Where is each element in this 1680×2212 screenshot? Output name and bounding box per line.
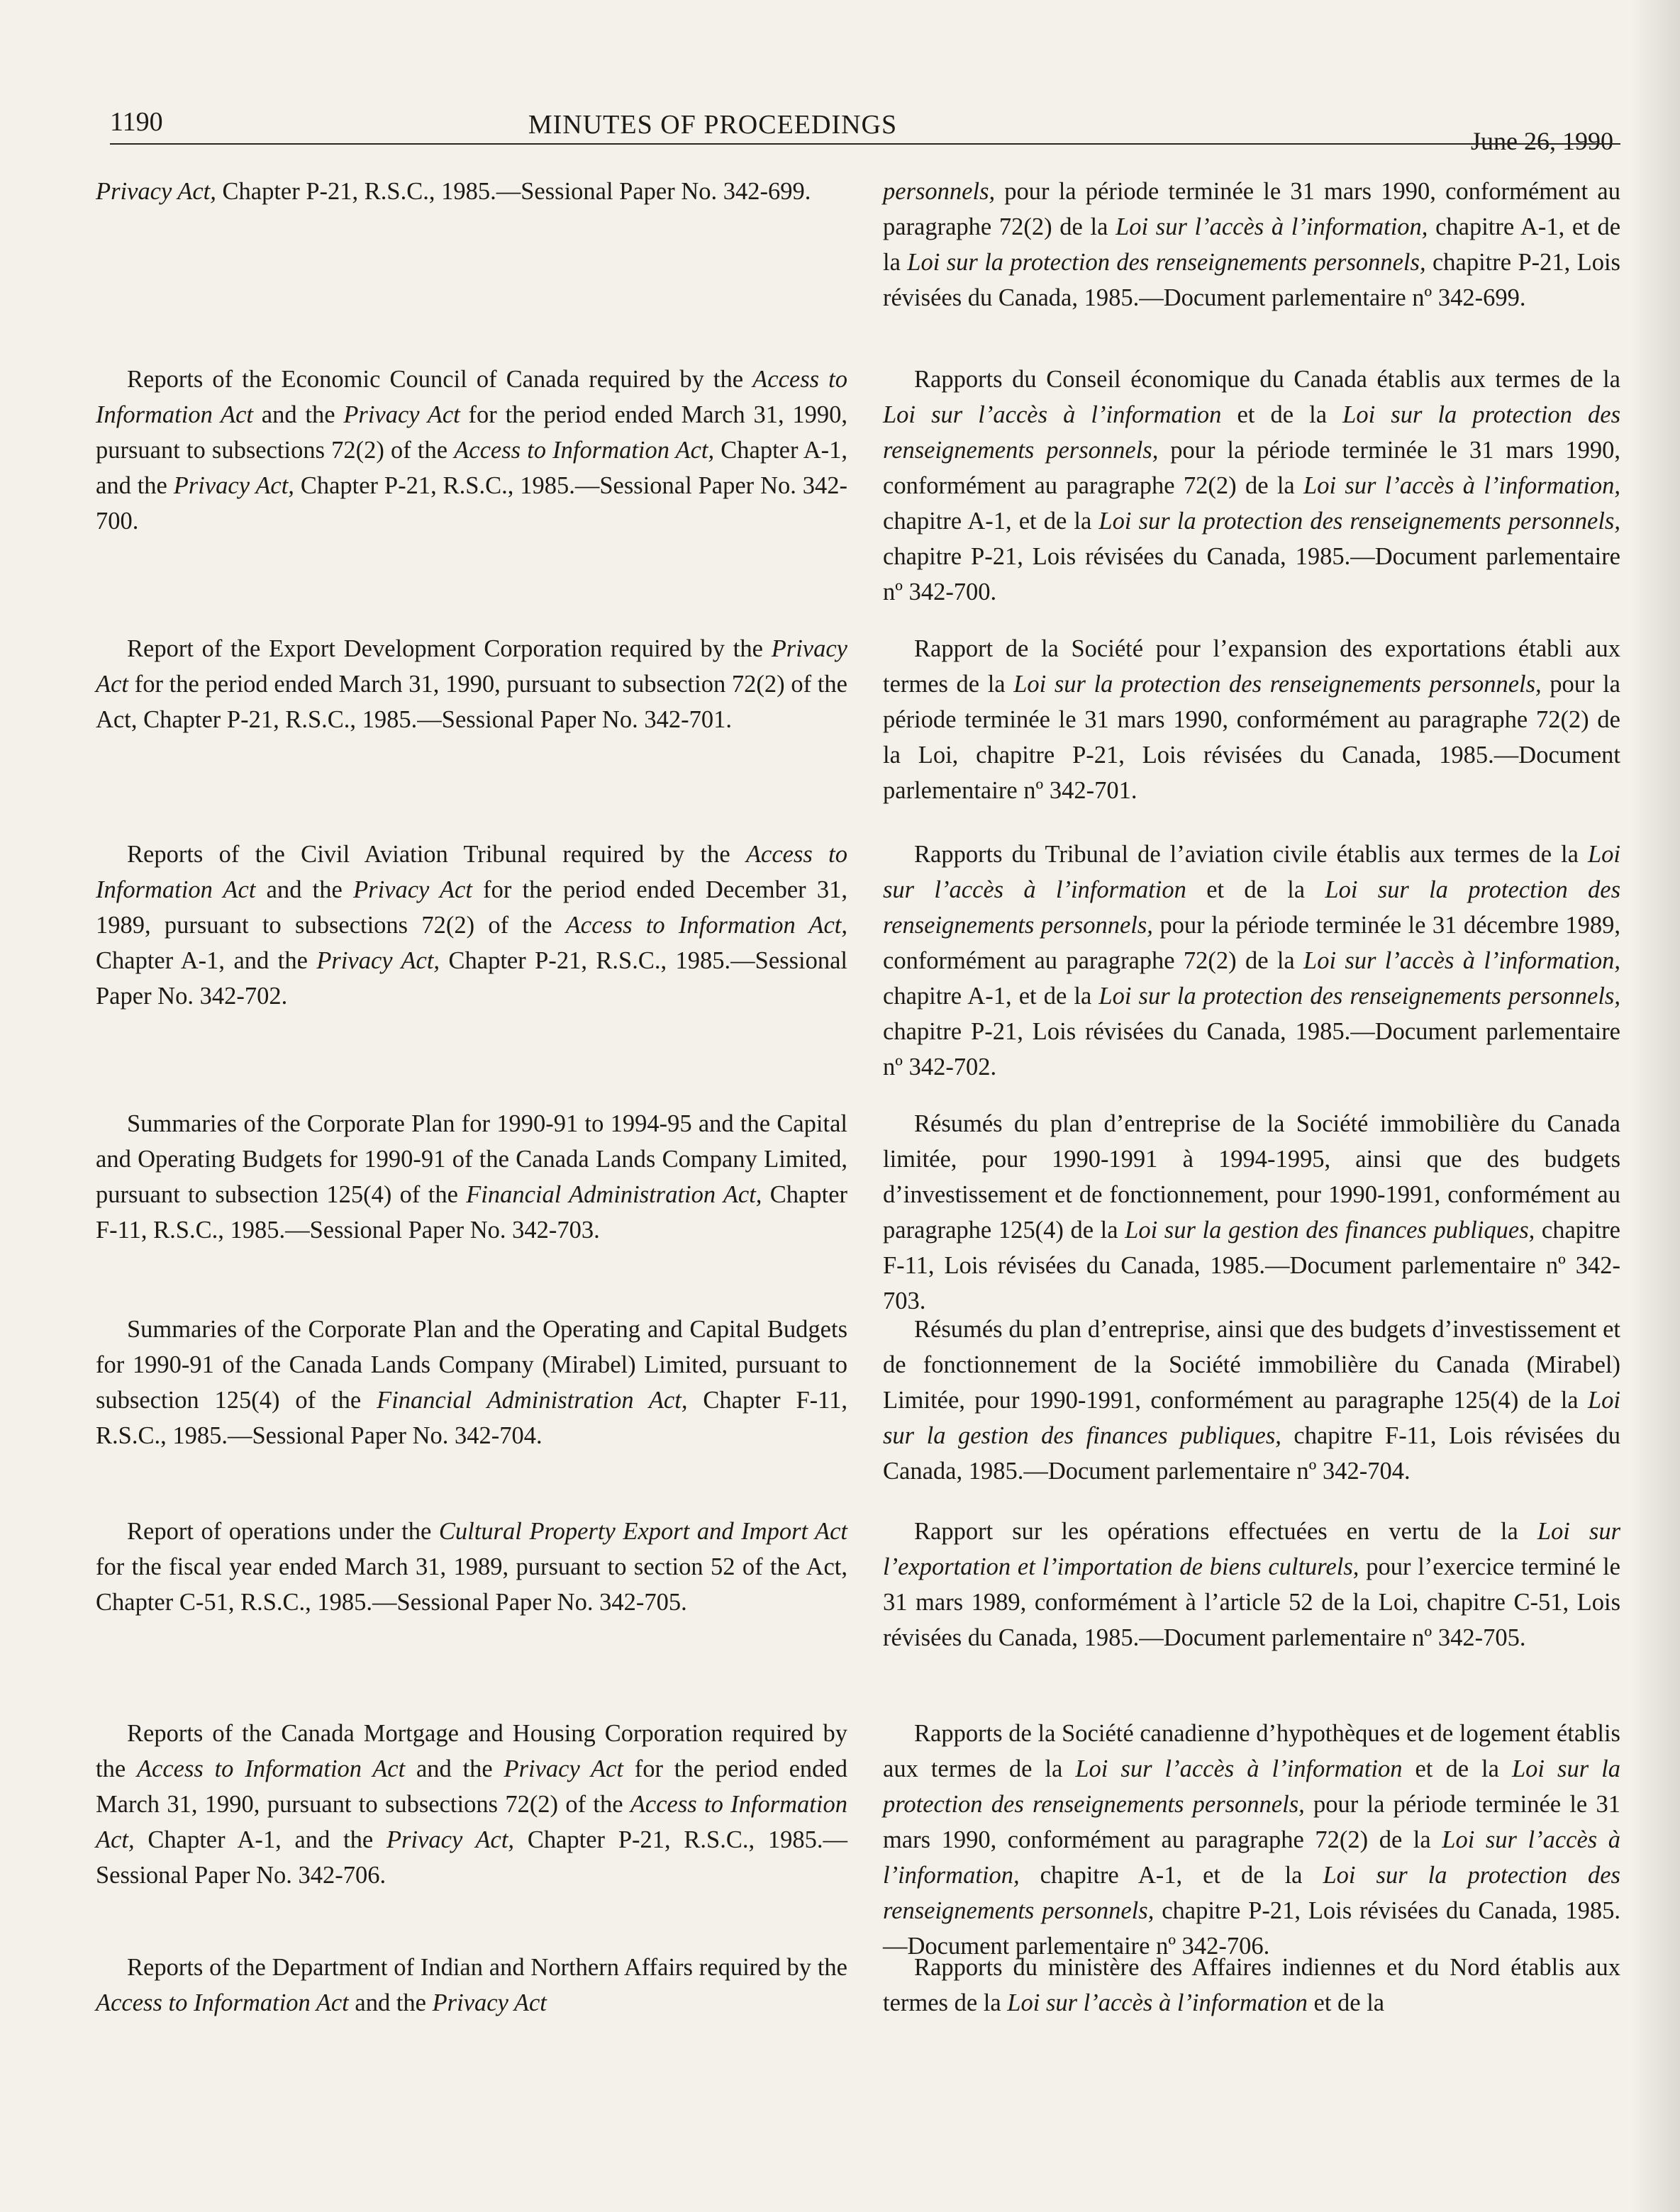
act-title: Loi sur l’exportation et l’importation de biens culturels,: [883, 1518, 1621, 1581]
act-title: Privacy Act: [353, 876, 472, 904]
paragraph-text: pour la période terminée le 31 mars 1990, conformément au paragraphe 72(2) de la: [883, 437, 1620, 500]
paragraph-text: chapitre A-1, et de la: [883, 213, 1621, 276]
paragraph-text: chapitre A-1, et de la: [883, 983, 1099, 1010]
paragraph-text: Reports of the Department of Indian and Northern Affairs required by the: [127, 1954, 847, 1981]
paragraph-text: et de la: [1402, 1755, 1512, 1783]
paragraph-text: Chapter P-21, R.S.C., 1985.—Sessional Paper No. 342-699.: [216, 178, 811, 205]
act-title: Privacy Act,: [173, 472, 294, 500]
paragraph-text: pour l’exercice terminé le 31 mars 1989, conformément à l’article 52 de la Loi, chapitre C-51, Lois révisées du Canada, 1985.—Document parlementaire nº 342-705.: [883, 1553, 1620, 1652]
paragraph-text: Chapter A-1, and the: [96, 947, 317, 975]
paragraph: [883, 1106, 1620, 1319]
act-title: Loi sur la protection des renseignements personnels,: [1013, 671, 1542, 698]
paragraph: [883, 174, 1620, 315]
act-title: Loi sur la protection des renseignements personnels,: [883, 876, 1621, 939]
act-title: Access to Information Act,: [96, 1791, 847, 1854]
paragraph: [96, 1106, 847, 1248]
paragraph-text: Summaries of the Corporate Plan for 1990-91 to 1994-95 and the Capital and Operating Budgets for 1990-91 of the Canada Lands Company Limited, pursuant to subsection 125(4) of the: [96, 1110, 847, 1209]
paragraph-text: chapitre F-11, Lois révisées du Canada, 1985.—Document parlementaire nº 342-704.: [883, 1422, 1620, 1485]
act-title: Loi sur l’accès à l’information,: [1303, 947, 1620, 975]
act-title: Access to Information Act: [136, 1755, 406, 1783]
paragraph-text: chapitre P-21, Lois révisées du Canada, 1985.—Document parlementaire nº 342-706.: [883, 1897, 1620, 1960]
act-title: Loi sur l’accès à l’information,: [1116, 213, 1428, 241]
act-title: Loi sur l’accès à l’information: [883, 401, 1222, 429]
paragraph-text: pour la période terminée le 31 mars 1990, conformément au paragraphe 72(2) de la: [883, 178, 1620, 241]
paragraph-text: Summaries of the Corporate Plan and the Operating and Capital Budgets for 1990-91 of the Canada Lands Company (Mirabel) Limited, pursuant to subsection 125(4) of the: [96, 1316, 847, 1414]
header-date: June 26, 1990: [1471, 127, 1613, 155]
paragraph-text: Chapter P-21, R.S.C., 1985.—Sessional Paper No. 342-700.: [96, 472, 847, 535]
paragraph-text: for the period ended March 31, 1990, pursuant to subsections 72(2) of the: [96, 1755, 847, 1819]
paragraph-text: Rapports du Conseil économique du Canada établis aux termes de la: [914, 366, 1620, 393]
paragraph-text: et de la: [1186, 876, 1325, 904]
act-title: Loi sur l’accès à l’information: [883, 841, 1620, 904]
paragraph-text: pour la période terminée le 31 mars 1990, conformément au paragraphe 72(2) de la Loi, chapitre P-21, Lois révisées du Canada, 1985.—Document parlementaire nº 342-701.: [883, 671, 1620, 805]
act-title: Privacy Act: [96, 635, 847, 698]
act-title: Financial Administration Act,: [466, 1181, 762, 1209]
paragraph-text: chapitre F-11, Lois révisées du Canada, 1985.—Document parlementaire nº 342-703.: [883, 1217, 1620, 1315]
french-column: [883, 174, 1620, 2159]
paragraph-text: for the period ended December 31, 1989, pursuant to subsections 72(2) of the: [96, 876, 848, 939]
paragraph-text: Rapport de la Société pour l’expansion des exportations établi aux termes de la: [883, 635, 1620, 698]
paragraph: [96, 174, 847, 209]
paragraph-text: Rapport sur les opérations effectuées en vertu de la: [914, 1518, 1537, 1545]
act-title: Access to Information Act: [96, 366, 847, 429]
act-title: Loi sur la protection des renseignements personnels,: [883, 1862, 1620, 1925]
act-title: Loi sur l’accès à l’information: [1007, 1989, 1308, 2017]
paragraph: [96, 1514, 847, 1620]
page-edge-shadow: [1630, 0, 1680, 2212]
act-title: Privacy Act: [343, 401, 460, 429]
act-title: Loi sur la protection des renseignements personnels,: [1098, 983, 1620, 1010]
paragraph: [883, 631, 1620, 808]
act-title: Loi sur l’accès à l’information,: [883, 1826, 1620, 1889]
paragraph-text: chapitre P-21, Lois révisées du Canada, 1985.—Document parlementaire nº 342-702.: [883, 1018, 1620, 1081]
paragraph-text: Rapports du ministère des Affaires indiennes et du Nord établis aux termes de la: [883, 1954, 1620, 2017]
act-title: Loi sur la protection des renseignements personnels,: [883, 1755, 1620, 1819]
paragraph: [96, 1716, 847, 1893]
act-title: Loi sur la protection des renseignements personnels,: [907, 249, 1426, 276]
paragraph-text: Chapter A-1, and the: [96, 437, 847, 500]
paragraph-text: and the: [348, 1989, 433, 2017]
paragraph-text: pour la période terminée le 31 mars 1990, conformément au paragraphe 72(2) de la: [883, 1791, 1620, 1854]
paragraph: [883, 1950, 1620, 2021]
act-title: Cultural Property Export and Import Act: [438, 1518, 847, 1545]
english-column: [96, 174, 847, 2159]
paragraph: [96, 631, 847, 737]
act-title: Privacy Act,: [316, 947, 440, 975]
page-header: [110, 106, 1620, 155]
paragraph-text: chapitre A-1, et de la: [1019, 1862, 1323, 1889]
paragraph-text: chapitre P-21, Lois révisées du Canada, 1985.—Document parlementaire nº 342-700.: [883, 543, 1620, 606]
act-title: Loi sur la gestion des finances publiques,: [883, 1387, 1620, 1450]
act-title: Privacy Act,: [386, 1826, 515, 1854]
paragraph: [883, 1716, 1620, 1964]
paragraph: [883, 1514, 1620, 1655]
act-title: Loi sur la protection des renseignements personnels,: [1098, 508, 1620, 535]
paragraph-text: Chapter F-11, R.S.C., 1985.—Sessional Paper No. 342-703.: [96, 1181, 847, 1244]
paragraph: [883, 837, 1620, 1085]
paragraph: [96, 1312, 847, 1453]
paragraph-text: Reports of the Civil Aviation Tribunal required by the: [127, 841, 746, 868]
act-title: Loi sur l’accès à l’information,: [1303, 472, 1620, 500]
paragraph-text: Chapter P-21, R.S.C., 1985.—Sessional Paper No. 342-706.: [96, 1826, 848, 1889]
paragraph-text: for the period ended March 31, 1990, pursuant to subsections 72(2) of the: [96, 401, 847, 464]
paragraph-text: chapitre P-21, Lois révisées du Canada, 1985.—Document parlementaire nº 342-699.: [883, 249, 1620, 312]
paragraph-text: Chapter P-21, R.S.C., 1985.—Sessional Paper No. 342-702.: [96, 947, 848, 1010]
paragraph: [96, 837, 847, 1014]
paragraph-text: chapitre A-1, et de la: [883, 508, 1099, 535]
paragraph: [883, 362, 1620, 610]
paragraph-text: and the: [255, 876, 354, 904]
paragraph-text: Résumés du plan d’entreprise de la Société immobilière du Canada limitée, pour 1990-1991 à 1994-1995, ainsi que des budgets d’investissement et de fonctionnement, pour 1990-1991, conformément au paragraphe 125(4) de la: [883, 1110, 1620, 1244]
act-title: Privacy Act,: [96, 178, 216, 205]
paragraph-text: Chapter F-11, R.S.C., 1985.—Sessional Paper No. 342-704.: [96, 1387, 848, 1450]
act-title: Privacy Act: [432, 1989, 547, 2017]
paragraph: [96, 362, 847, 539]
paragraph-text: for the period ended March 31, 1990, pursuant to subsection 72(2) of the Act, Chapter P-21, R.S.C., 1985.—Sessional Paper No. 342-701.: [96, 671, 847, 734]
paragraph-text: Reports of the Canada Mortgage and Housing Corporation required by the: [96, 1720, 847, 1783]
page-number: 1190: [110, 107, 163, 137]
paragraph-text: Chapter A-1, and the: [134, 1826, 387, 1854]
paragraph-text: et de la: [1221, 401, 1343, 429]
paragraph-text: and the: [405, 1755, 504, 1783]
paragraph-text: Report of operations under the: [127, 1518, 439, 1545]
act-title: Access to Information Act: [96, 841, 847, 904]
paragraph-text: Report of the Export Development Corporation required by the: [127, 635, 772, 662]
act-title: Access to Information Act,: [454, 437, 715, 464]
act-title: Financial Administration Act,: [377, 1387, 688, 1414]
act-title: Access to Information Act: [96, 1989, 349, 2017]
paragraph: [883, 1312, 1620, 1489]
paragraph-text: Rapports de la Société canadienne d’hypothèques et de logement établis aux termes de la: [883, 1720, 1620, 1783]
act-title: Privacy Act: [504, 1755, 623, 1783]
paragraph-text: Reports of the Economic Council of Canada required by the: [127, 366, 753, 393]
running-title: MINUTES OF PROCEEDINGS: [528, 110, 898, 140]
header-rule: [110, 143, 1620, 145]
act-title: Access to Information Act,: [565, 912, 847, 939]
paragraph-text: Rapports du Tribunal de l’aviation civile établis aux termes de la: [914, 841, 1588, 868]
act-title: personnels,: [883, 178, 996, 205]
act-title: Loi sur l’accès à l’information: [1075, 1755, 1403, 1783]
act-title: Loi sur la gestion des finances publiques,: [1125, 1217, 1535, 1244]
paragraph-text: for the fiscal year ended March 31, 1989, pursuant to section 52 of the Act, Chapter C-51, R.S.C., 1985.—Sessional Paper No. 342-705.: [96, 1553, 847, 1616]
paragraph-text: and the: [252, 401, 344, 429]
paragraph-text: pour la période terminée le 31 décembre 1989, conformément au paragraphe 72(2) de la: [883, 912, 1620, 975]
paragraph-text: Résumés du plan d’entreprise, ainsi que des budgets d’investissement et de fonctionnement de la Société immobilière du Canada (Mirabel) Limitée, pour 1990-1991, conformément au paragraphe 125(4) de la: [883, 1316, 1620, 1414]
act-title: Loi sur la protection des renseignements personnels,: [883, 401, 1620, 464]
paragraph: [96, 1950, 847, 2021]
paragraph-text: et de la: [1307, 1989, 1385, 2017]
